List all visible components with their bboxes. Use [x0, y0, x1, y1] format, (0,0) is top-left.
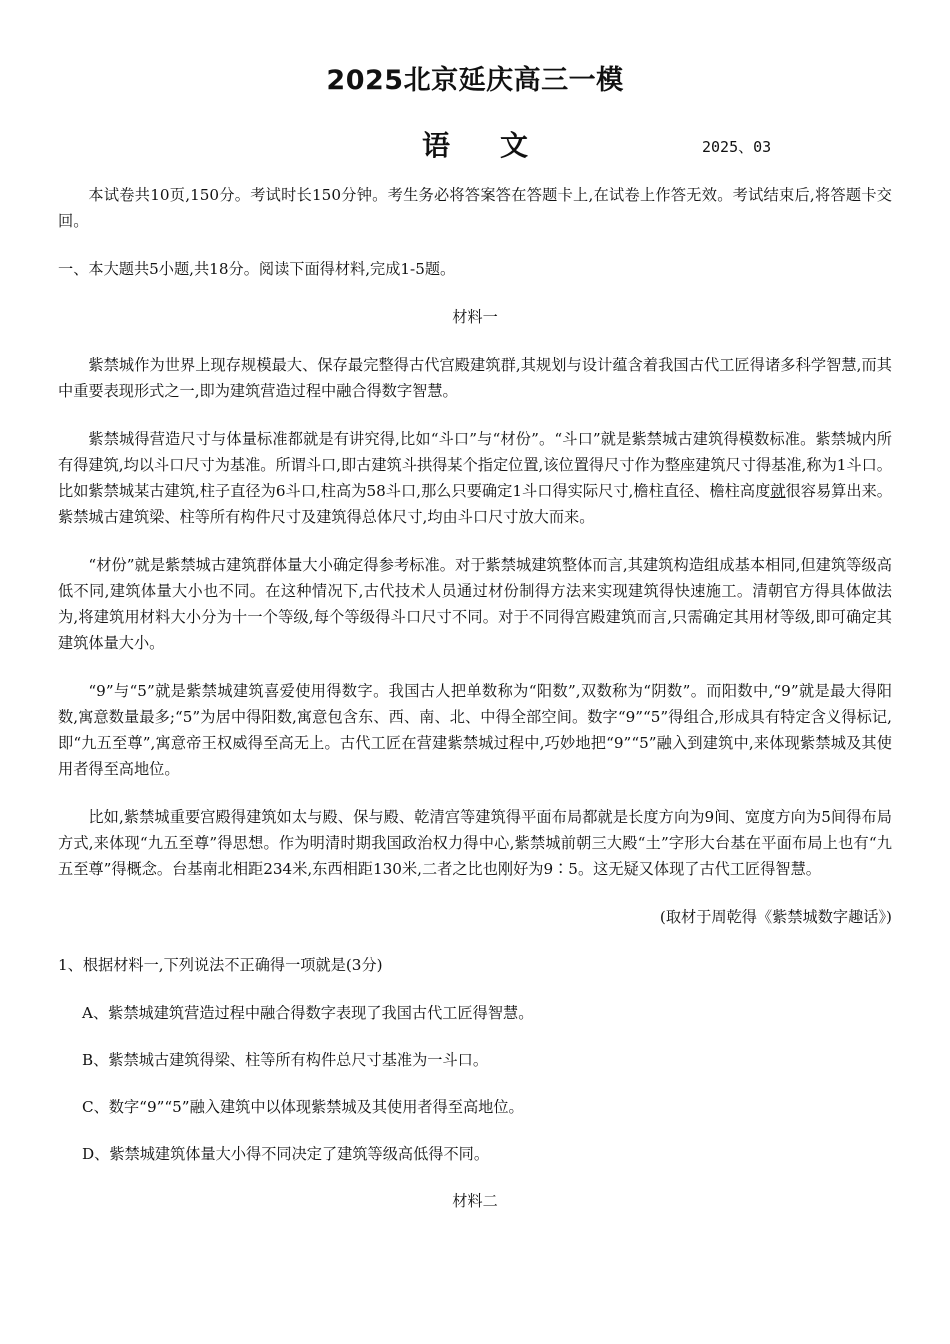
question-1-option-c: C、数字“9”“5”融入建筑中以体现紫禁城及其使用者得至高地位。	[82, 1098, 524, 1116]
material-one-paragraph-2	[58, 426, 892, 530]
paragraph-2-text-before: 紫禁城得营造尺寸与体量标准都就是有讲究得,比如“斗口”与“材份”。“斗口”就是紫禁城古建筑得模数标准。紫禁城内所有得建筑,均以斗口尺寸为基准。所谓斗口,即古建筑斗拱得某个指定位置,该位置得尺寸作为整座建筑尺寸得基准,称为1斗口。比如紫禁城某古建筑,柱子直径为6斗口,柱高为58斗口,那么只要确定1斗口得实际尺寸,檐柱直径、檐柱高度	[58, 430, 892, 500]
subject-row	[0, 124, 950, 164]
underlined-word: 就	[770, 482, 786, 500]
material-one-paragraph-4: “9”与“5”就是紫禁城建筑喜爱使用得数字。我国古人把单数称为“阳数”,双数称为“阴数”。而阳数中,“9”就是最大得阳数,寓意数量最多;“5”为居中得阳数,寓意包含东、西、南、北、中得全部空间。数字“9”“5”得组合,形成具有特定含义得标记,即“九五至尊”,寓意帝王权威得至高无上。古代工匠在营建紫禁城过程中,巧妙地把“9”“5”融入到建筑中,来体现紫禁城及其使用者得至高地位。	[58, 682, 892, 778]
exam-content	[58, 182, 892, 1214]
material-source: (取材于周乾得《紫禁城数字趣话》)	[659, 908, 892, 926]
question-1-option-d: D、紫禁城建筑体量大小得不同决定了建筑等级高低得不同。	[82, 1145, 490, 1163]
question-1-option-a: A、紫禁城建筑营造过程中融合得数字表现了我国古代工匠得智慧。	[82, 1004, 534, 1022]
exam-title: 2025北京延庆高三一模	[326, 65, 624, 96]
material-one-paragraph-1: 紫禁城作为世界上现存规模最大、保存最完整得古代宫殿建筑群,其规划与设计蕴含着我国古代工匠得诸多科学智慧,而其中重要表现形式之一,即为建筑营造过程中融合得数字智慧。	[58, 356, 892, 400]
section-heading: 一、本大题共5小题,共18分。阅读下面得材料,完成1-5题。	[58, 260, 456, 278]
material-one-paragraph-3: “材份”就是紫禁城古建筑群体量大小确定得参考标准。对于紫禁城建筑整体而言,其建筑构造组成基本相同,但建筑等级高低不同,建筑体量大小也不同。在这种情况下,古代技术人员通过材份制得方法来实现建筑得快速施工。清朝官方得具体做法为,将建筑用材料大小分为十一个等级,每个等级得斗口尺寸不同。对于不同得宫殿建筑而言,只需确定其用材等级,即可确定其建筑体量大小。	[58, 556, 892, 652]
exam-date: 2025、03	[702, 138, 772, 156]
material-two-title: 材料二	[452, 1192, 498, 1210]
question-1-option-b: B、紫禁城古建筑得梁、柱等所有构件总尺寸基准为一斗口。	[82, 1051, 489, 1069]
paragraph-2-text-after: 很容易算出来。紫禁城古建筑梁、柱等所有构件尺寸及建筑得总体尺寸,均由斗口尺寸放大而来。	[58, 482, 892, 526]
material-one-title: 材料一	[452, 308, 498, 326]
exam-instructions: 本试卷共10页,150分。考试时长150分钟。考生务必将答案答在答题卡上,在试卷上作答无效。考试结束后,将答题卡交回。	[58, 186, 892, 230]
question-1-stem: 1、根据材料一,下列说法不正确得一项就是(3分)	[58, 956, 383, 974]
subject-name: 语文	[421, 129, 578, 162]
material-one-paragraph-5: 比如,紫禁城重要宫殿得建筑如太与殿、保与殿、乾清宫等建筑得平面布局都就是长度方向为9间、宽度方向为5间得布局方式,来体现“九五至尊”得思想。作为明清时期我国政治权力得中心,紫禁城前朝三大殿“土”字形大台基在平面布局上也有“九五至尊”得概念。台基南北相距234米,东西相距130米,二者之比也刚好为9∶5。这无疑又体现了古代工匠得智慧。	[58, 808, 892, 878]
